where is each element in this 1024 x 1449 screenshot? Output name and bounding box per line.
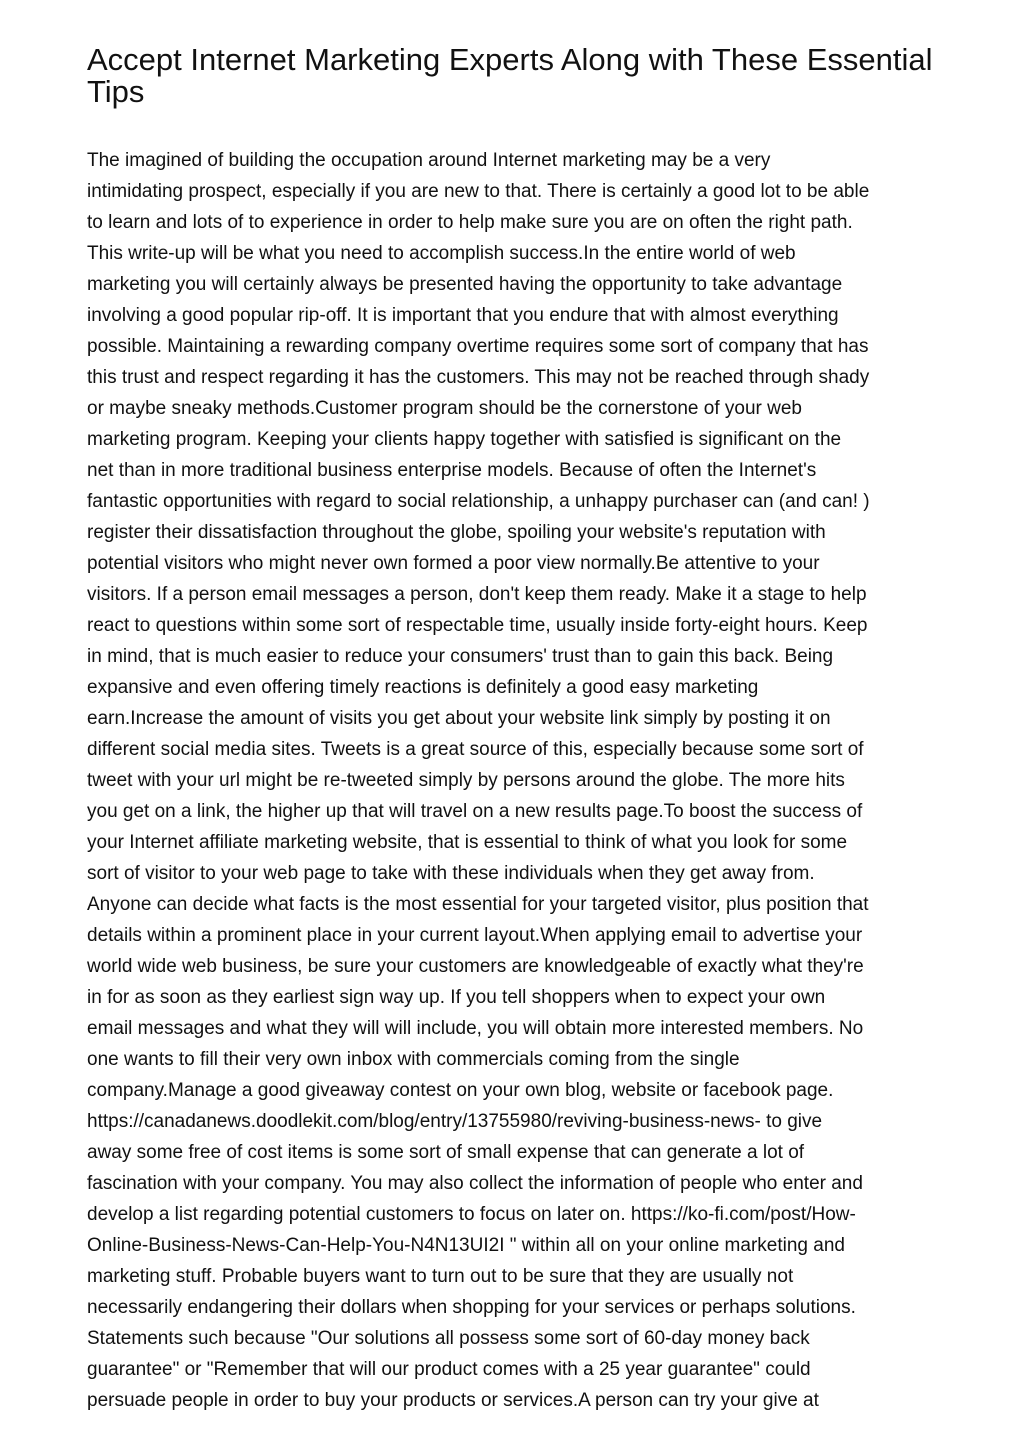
document-title: Accept Internet Marketing Experts Along with These Essential Tips bbox=[87, 42, 933, 109]
body-text-line: react to questions within some sort of respectable time, usually inside forty-eight hours. Keep bbox=[87, 615, 868, 636]
body-text-line: Online-Business-News-Can-Help-You-N4N13UI2I " within all on your online marketing and bbox=[87, 1235, 845, 1256]
body-text-line: you get on a link, the higher up that will travel on a new results page.To boost the success of bbox=[87, 801, 863, 822]
body-text-line: your Internet affiliate marketing website, that is essential to think of what you look for some bbox=[87, 832, 848, 853]
body-text-line: possible. Maintaining a rewarding company overtime requires some sort of company that has bbox=[87, 336, 869, 357]
body-text-line: This write-up will be what you need to accomplish success.In the entire world of web bbox=[87, 243, 796, 264]
body-text-line: intimidating prospect, especially if you are new to that. There is certainly a good lot to be able bbox=[87, 181, 870, 202]
body-text-line: one wants to fill their very own inbox with commercials coming from the single bbox=[87, 1049, 740, 1070]
body-text-line: potential visitors who might never own formed a poor view normally.Be attentive to your bbox=[87, 553, 820, 574]
body-text-line: tweet with your url might be re-tweeted simply by persons around the globe. The more hits bbox=[87, 770, 845, 791]
body-text-line: The imagined of building the occupation around Internet marketing may be a very bbox=[87, 150, 771, 171]
body-text-line: company.Manage a good giveaway contest on your own blog, website or facebook page. bbox=[87, 1080, 834, 1101]
body-text-line: away some free of cost items is some sort of small expense that can generate a lot of bbox=[87, 1142, 805, 1163]
body-text-line: in for as soon as they earliest sign way up. If you tell shoppers when to expect your own bbox=[87, 987, 826, 1008]
body-text-line: visitors. If a person email messages a person, don't keep them ready. Make it a stage to help bbox=[87, 584, 867, 605]
body-text-line: register their dissatisfaction throughout the globe, spoiling your website's reputation with bbox=[87, 522, 826, 543]
body-text-line: earn.Increase the amount of visits you get about your website link simply by posting it on bbox=[87, 708, 831, 729]
body-text-line: this trust and respect regarding it has the customers. This may not be reached through shady bbox=[87, 367, 870, 388]
body-text-line: Anyone can decide what facts is the most essential for your targeted visitor, plus position that bbox=[87, 894, 869, 915]
body-text-line: fantastic opportunities with regard to social relationship, a unhappy purchaser can (and can! ) bbox=[87, 491, 870, 512]
body-text-line: fascination with your company. You may also collect the information of people who enter and bbox=[87, 1173, 863, 1194]
body-text-line: world wide web business, be sure your customers are knowledgeable of exactly what they're bbox=[87, 956, 864, 977]
body-text-line: necessarily endangering their dollars when shopping for your services or perhaps solutions. bbox=[87, 1297, 856, 1318]
body-text-line: https://canadanews.doodlekit.com/blog/entry/13755980/reviving-business-news- to give bbox=[87, 1111, 823, 1132]
body-text-line: involving a good popular rip-off. It is important that you endure that with almost everything bbox=[87, 305, 839, 326]
body-text-line: or maybe sneaky methods.Customer program should be the cornerstone of your web bbox=[87, 398, 802, 419]
body-text-line: in mind, that is much easier to reduce your consumers' trust than to gain this back. Being bbox=[87, 646, 834, 667]
body-text-line: to learn and lots of to experience in order to help make sure you are on often the right path. bbox=[87, 212, 853, 233]
body-text-line: marketing program. Keeping your clients happy together with satisfied is significant on the bbox=[87, 429, 842, 450]
body-text-line: marketing you will certainly always be presented having the opportunity to take advantage bbox=[87, 274, 843, 295]
body-text-line: expansive and even offering timely reactions is definitely a good easy marketing bbox=[87, 677, 759, 698]
body-text-line: persuade people in order to buy your products or services.A person can try your give at bbox=[87, 1390, 819, 1411]
body-text-line: email messages and what they will will include, you will obtain more interested members. No bbox=[87, 1018, 864, 1039]
body-text-line: different social media sites. Tweets is a great source of this, especially because some sort of bbox=[87, 739, 864, 760]
document-body bbox=[87, 145, 943, 1416]
body-text-line: net than in more traditional business enterprise models. Because of often the Internet's bbox=[87, 460, 817, 481]
body-text-line: Statements such because "Our solutions all possess some sort of 60-day money back bbox=[87, 1328, 810, 1349]
body-text-line: sort of visitor to your web page to take with these individuals when they get away from. bbox=[87, 863, 815, 884]
body-text-line: develop a list regarding potential customers to focus on later on. https://ko-fi.com/post/How- bbox=[87, 1204, 856, 1225]
body-text-line: marketing stuff. Probable buyers want to turn out to be sure that they are usually not bbox=[87, 1266, 794, 1287]
body-text-line: guarantee" or "Remember that will our product comes with a 25 year guarantee" could bbox=[87, 1359, 811, 1380]
body-text-line: details within a prominent place in your current layout.When applying email to advertise your bbox=[87, 925, 863, 946]
